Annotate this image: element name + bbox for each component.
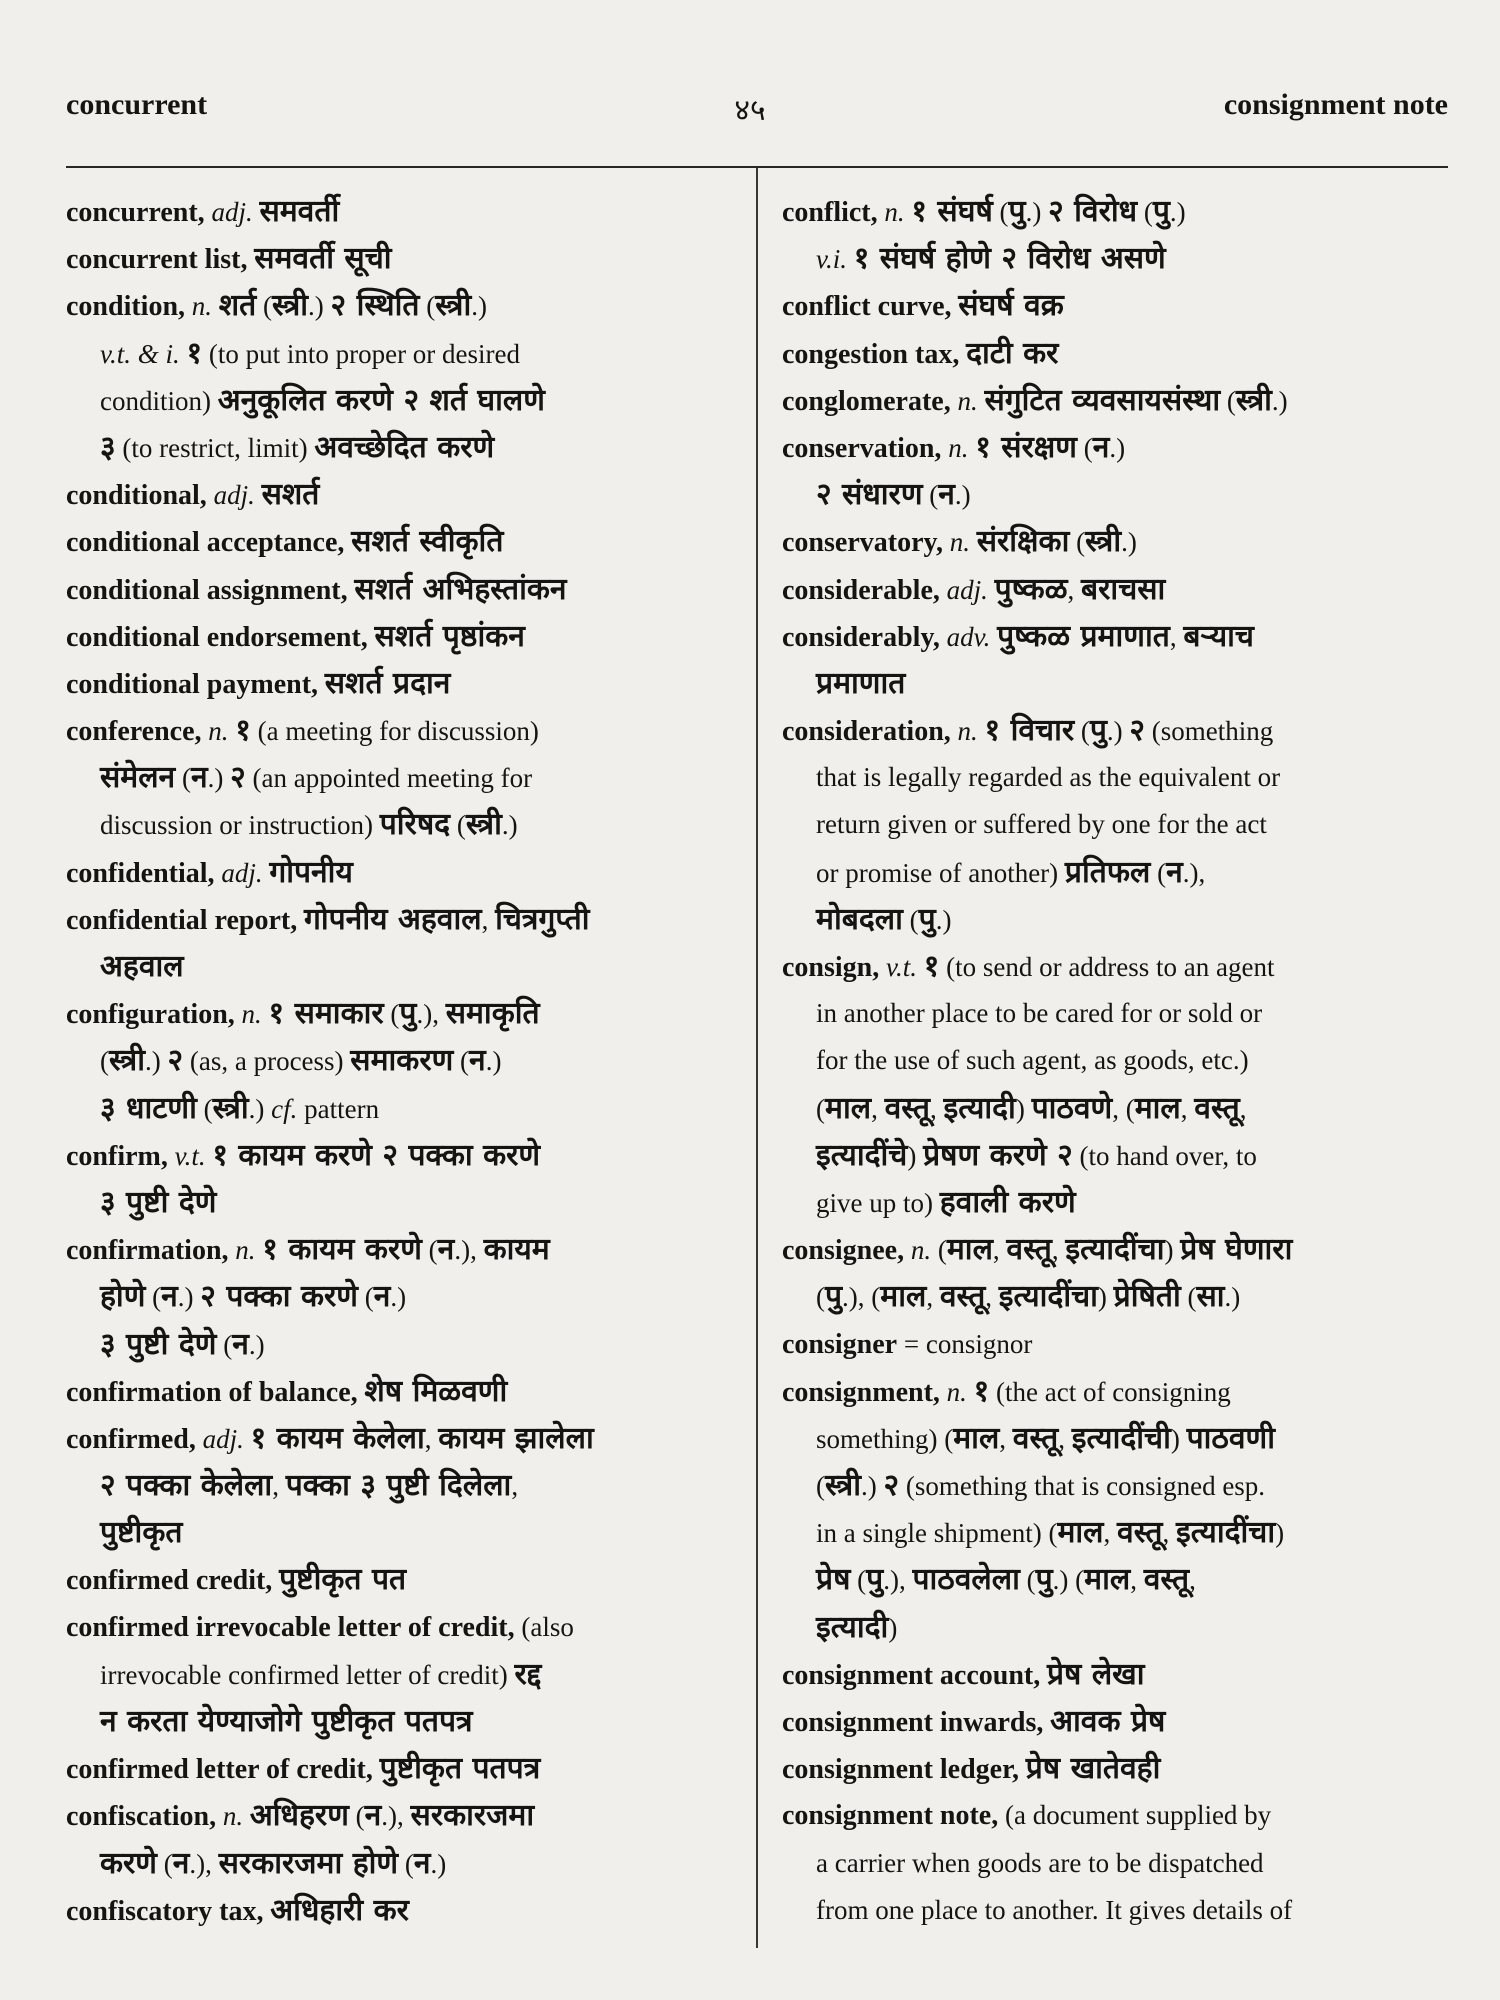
- left-continuation-line: पुष्टीकृत: [100, 1515, 183, 1551]
- right-continuation-line: प्रेष (पु.), पाठवलेला (पु.) (माल, वस्तू,: [816, 1562, 1196, 1598]
- left-entry-line: confirmed, adj. १ कायम केलेला, कायम झालेला: [66, 1420, 594, 1456]
- right-continuation-line: or promise of another) प्रतिफल (न.),: [816, 854, 1206, 890]
- right-entry-line: congestion tax, दाटी कर: [782, 335, 1059, 371]
- left-entry-line: concurrent list, समवर्ती सूची: [66, 241, 392, 277]
- right-entry-line: conglomerate, n. संगुटित व्यवसायसंस्था (स्त्री.): [782, 382, 1288, 418]
- left-continuation-line: ३ (to restrict, limit) अवच्छेदित करणे: [100, 429, 495, 465]
- right-entry-line: conservation, n. १ संरक्षण (न.): [782, 429, 1126, 465]
- left-continuation-line: discussion or instruction) परिषद (स्त्री.): [100, 807, 518, 843]
- left-entry-line: conference, n. १ (a meeting for discussion): [66, 713, 539, 749]
- right-continuation-line: मोबदला (पु.): [816, 901, 952, 937]
- right-continuation-line: २ संधारण (न.): [816, 477, 971, 513]
- right-entry-line: consignment, n. १ (the act of consigning: [782, 1373, 1231, 1409]
- left-entry-line: confidential report, गोपनीय अहवाल, चित्रगुप्ती: [66, 901, 590, 937]
- left-continuation-line: संमेलन (न.) २ (an appointed meeting for: [100, 760, 533, 796]
- right-continuation-line: return given or suffered by one for the act: [816, 809, 1267, 840]
- left-continuation-line: अहवाल: [100, 949, 184, 984]
- left-continuation-line: v.t. & i. १ (to put into proper or desired: [100, 335, 521, 371]
- left-continuation-line: न करता येण्याजोगे पुष्टीकृत पतपत्र: [100, 1704, 473, 1739]
- right-entry-line: conflict curve, संघर्ष वक्र: [782, 288, 1064, 324]
- left-entry-line: confirmation, n. १ कायम करणे (न.), कायम: [66, 1232, 550, 1268]
- right-continuation-line: v.i. १ संघर्ष होणे २ विरोध असणे: [816, 241, 1166, 277]
- right-continuation-line: give up to) हवाली करणे: [816, 1184, 1076, 1220]
- left-entry-line: confiscatory tax, अधिहारी कर: [66, 1892, 409, 1928]
- right-continuation-line: इत्यादी): [816, 1609, 898, 1645]
- right-continuation-line: a carrier when goods are to be dispatched: [816, 1847, 1264, 1878]
- left-continuation-line: होणे (न.) २ पक्का करणे (न.): [100, 1279, 407, 1315]
- right-continuation-line: (पु.), (माल, वस्तू, इत्यादींचा) प्रेषिती (सा.): [816, 1279, 1241, 1315]
- right-continuation-line: that is legally regarded as the equivalent or: [816, 762, 1281, 793]
- left-entry-line: condition, n. शर्त (स्त्री.) २ स्थिति (स्त्री.): [66, 288, 487, 324]
- left-entry-line: conditional acceptance, सशर्त स्वीकृति: [66, 524, 504, 560]
- left-entry-line: confirmed letter of credit, पुष्टीकृत पतपत्र: [66, 1751, 541, 1787]
- right-continuation-line: from one place to another. It gives details of: [816, 1894, 1293, 1925]
- right-continuation-line: प्रमाणात: [816, 665, 906, 701]
- left-continuation-line: condition) अनुकूलित करणे २ शर्त घालणे: [100, 382, 545, 418]
- left-continuation-line: ३ धाटणी (स्त्री.) cf. pattern: [100, 1090, 380, 1126]
- left-entry-line: confirmed credit, पुष्टीकृत पत: [66, 1562, 407, 1598]
- right-entry-line: consignment inwards, आवक प्रेष: [782, 1704, 1166, 1739]
- left-entry-line: confirm, v.t. १ कायम करणे २ पक्का करणे: [66, 1137, 541, 1173]
- left-entry-line: conditional, adj. सशर्त: [66, 477, 320, 513]
- right-entry-line: consignment ledger, प्रेष खातेवही: [782, 1751, 1161, 1787]
- left-continuation-line: irrevocable confirmed letter of credit) रद्द: [100, 1656, 542, 1692]
- left-entry-line: conditional assignment, सशर्त अभिहस्तांकन: [66, 571, 567, 607]
- right-entry-line: considerable, adj. पुष्कळ, बराचसा: [782, 571, 1166, 607]
- left-entry-line: concurrent, adj. समवर्ती: [66, 194, 340, 229]
- right-continuation-line: (स्त्री.) २ (something that is consigned esp.: [816, 1468, 1266, 1504]
- right-entry-line: consignment note, (a document supplied by: [782, 1800, 1272, 1832]
- right-continuation-line: इत्यादींचे) प्रेषण करणे २ (to hand over, to: [816, 1137, 1257, 1173]
- left-continuation-line: (स्त्री.) २ (as, a process) समाकरण (न.): [100, 1043, 502, 1079]
- right-continuation-line: for the use of such agent, as goods, etc.): [816, 1045, 1249, 1076]
- left-column: [66, 188, 736, 1934]
- right-entry-line: consideration, n. १ विचार (पु.) २ (something: [782, 713, 1274, 749]
- left-entry-line: conditional payment, सशर्त प्रदान: [66, 665, 451, 701]
- left-entry-line: confiscation, n. अधिहरण (न.), सरकारजमा: [66, 1798, 535, 1834]
- page-number: ४५: [734, 93, 766, 128]
- left-continuation-line: ३ पुष्टी देणे (न.): [100, 1326, 265, 1362]
- right-entry-line: consignee, n. (माल, वस्तू, इत्यादींचा) प्रेष घेणारा: [782, 1232, 1293, 1268]
- running-head-left: concurrent: [66, 88, 208, 121]
- right-continuation-line: in a single shipment) (माल, वस्तू, इत्यादींचा): [816, 1515, 1285, 1551]
- right-continuation-line: something) (माल, वस्तू, इत्यादींची) पाठवणी: [816, 1420, 1276, 1456]
- left-continuation-line: ३ पुष्टी देणे: [100, 1184, 217, 1220]
- right-column: [782, 188, 1450, 1934]
- column-divider: [756, 168, 758, 1948]
- right-entry-line: considerably, adv. पुष्कळ प्रमाणात, बऱ्याच: [782, 618, 1254, 654]
- left-entry-line: conditional endorsement, सशर्त पृष्ठांकन: [66, 618, 525, 654]
- right-continuation-line: (माल, वस्तू, इत्यादी) पाठवणे, (माल, वस्तू,: [816, 1090, 1247, 1126]
- left-entry-line: confirmation of balance, शेष मिळवणी: [66, 1373, 508, 1409]
- right-entry-line: conflict, n. १ संघर्ष (पु.) २ विरोध (पु.): [782, 194, 1186, 229]
- right-entry-line: consignment account, प्रेष लेखा: [782, 1656, 1145, 1692]
- left-entry-line: confidential, adj. गोपनीय: [66, 854, 353, 890]
- right-continuation-line: in another place to be cared for or sold or: [816, 998, 1263, 1029]
- running-head-right: consignment note: [1223, 88, 1448, 121]
- left-continuation-line: २ पक्का केलेला, पक्का ३ पुष्टी दिलेला,: [100, 1468, 519, 1504]
- left-entry-line: configuration, n. १ समाकार (पु.), समाकृति: [66, 996, 540, 1032]
- right-entry-line: conservatory, n. संरक्षिका (स्त्री.): [782, 524, 1137, 560]
- right-entry-line: consigner = consignor: [782, 1328, 1033, 1360]
- right-entry-line: consign, v.t. १ (to send or address to an agent: [782, 949, 1275, 984]
- left-entry-line: confirmed irrevocable letter of credit, (also: [66, 1611, 574, 1643]
- left-continuation-line: करणे (न.), सरकारजमा होणे (न.): [100, 1845, 447, 1881]
